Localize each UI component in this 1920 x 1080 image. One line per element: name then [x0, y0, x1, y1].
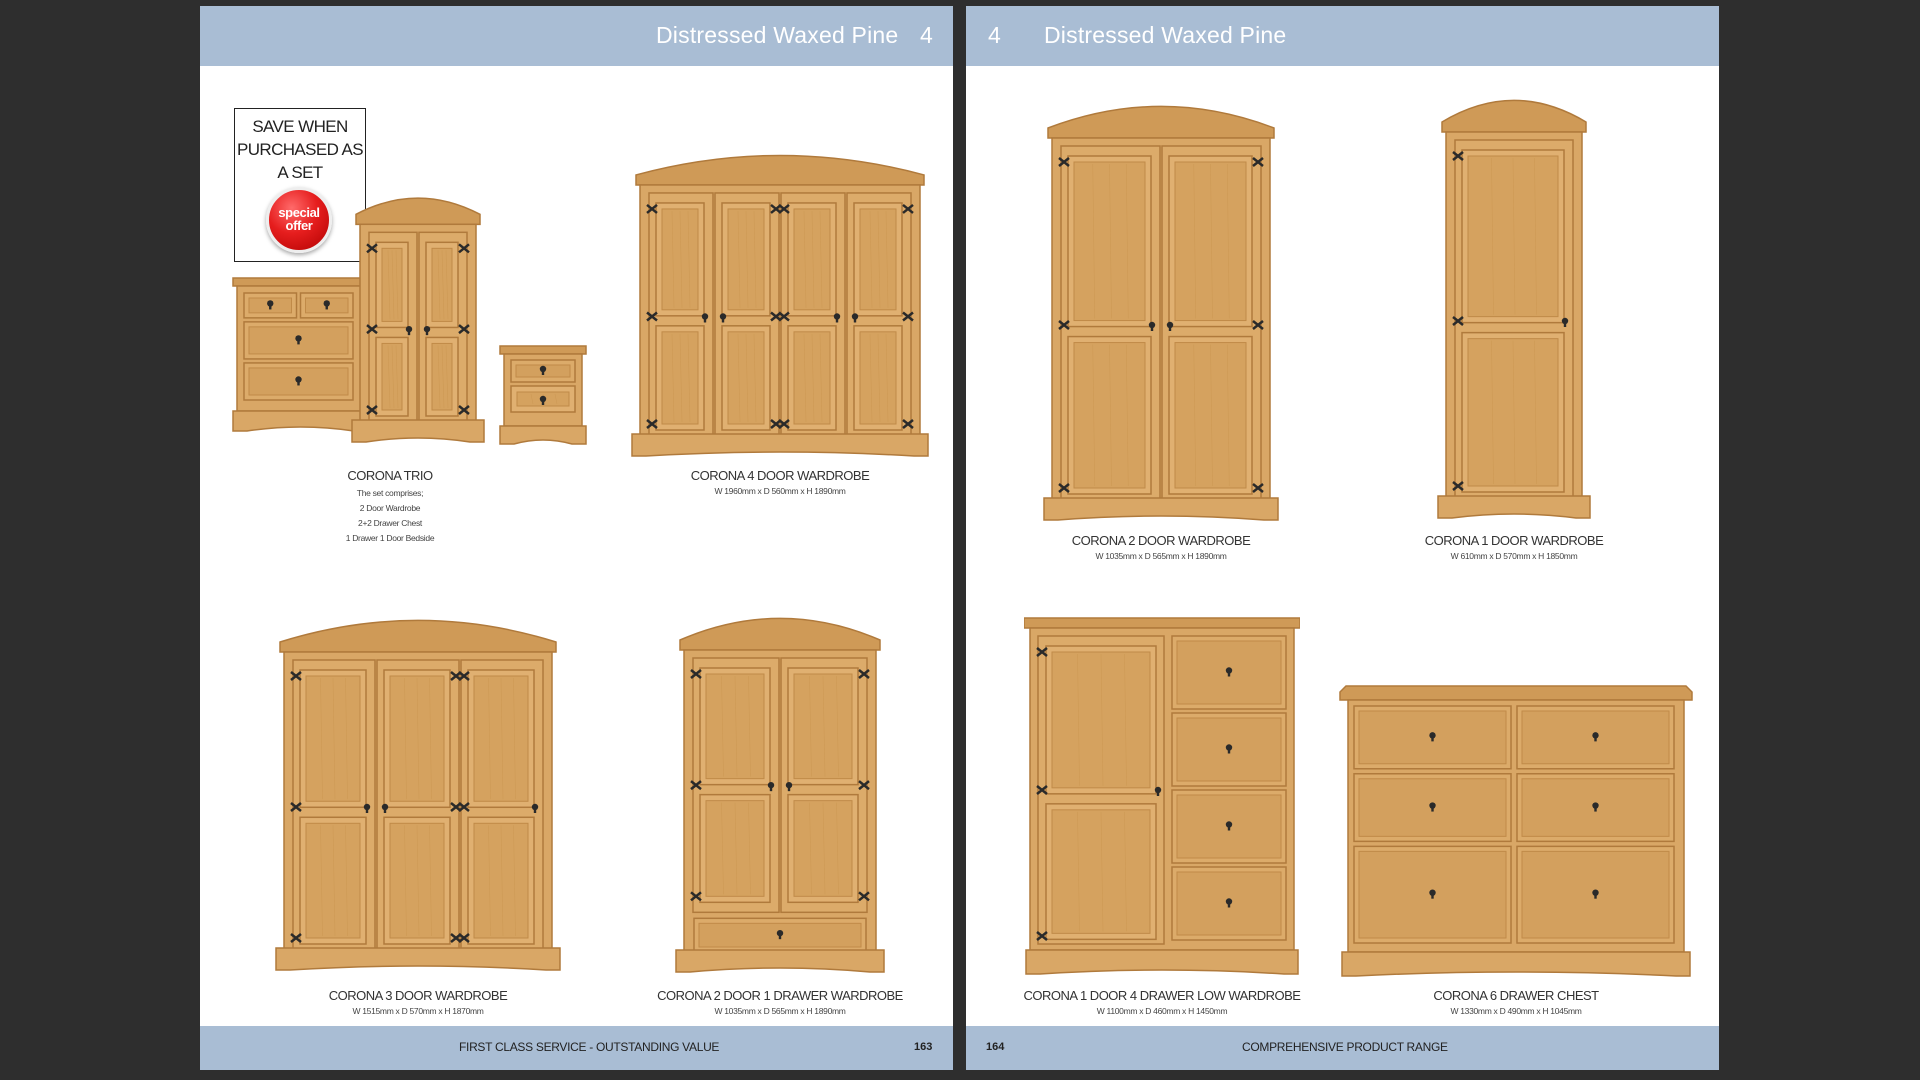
product-description-line: The set comprises; — [356, 488, 424, 498]
product-image-corona-6-drawer-chest — [1338, 682, 1694, 982]
product-name: CORONA 4 DOOR WARDROBE — [690, 468, 870, 483]
promo-text: SAVE WHEN PURCHASED AS A SET — [236, 117, 363, 182]
product-name: CORONA 1 DOOR 4 DRAWER LOW WARDROBE — [1023, 988, 1301, 1003]
page-footer — [966, 1026, 1719, 1070]
corona-4-door-wardrobe-image — [628, 142, 932, 462]
header-section-number: 4 — [920, 22, 933, 48]
caption-corona-trio — [270, 468, 510, 543]
product-description-line: 2 Door Wardrobe — [359, 503, 421, 513]
page-number: 164 — [986, 1041, 1005, 1053]
product-dimensions: W 1035mm x D 565mm x H 1890mm — [1095, 551, 1227, 561]
caption-corona-2-door-1-drawer-wardrobe — [650, 988, 910, 1016]
corona-1-door-wardrobe-image — [1434, 86, 1594, 522]
caption-corona-4-door-wardrobe — [660, 468, 900, 496]
product-dimensions: W 1515mm x D 570mm x H 1870mm — [352, 1006, 484, 1016]
header-section-number: 4 — [988, 22, 1001, 48]
catalogue-page-164 — [966, 6, 1719, 1070]
footer-tagline: COMPREHENSIVE PRODUCT RANGE — [1242, 1040, 1448, 1054]
product-image-corona-4-door-wardrobe — [628, 142, 932, 462]
page-number: 163 — [914, 1041, 933, 1053]
badge-line-2: offer — [285, 218, 313, 233]
product-name: CORONA TRIO — [347, 468, 433, 483]
corona-3-door-wardrobe-image — [272, 606, 564, 974]
corona-6-drawer-chest-image — [1338, 682, 1694, 982]
product-description-line: 1 Drawer 1 Door Bedside — [345, 533, 435, 543]
product-name: CORONA 3 DOOR WARDROBE — [328, 988, 508, 1003]
caption-corona-1-door-4-drawer-low-wardrobe — [1022, 988, 1302, 1016]
caption-corona-3-door-wardrobe — [298, 988, 538, 1016]
product-description-line: 2+2 Drawer Chest — [358, 518, 422, 528]
product-dimensions: W 610mm x D 570mm x H 1850mm — [1450, 551, 1578, 561]
product-image-corona-2-door-1-drawer-wardrobe — [672, 604, 888, 976]
badge-line-1: special — [278, 205, 320, 220]
page-footer — [200, 1026, 953, 1070]
page-header — [966, 6, 1719, 66]
header-title: Distressed Waxed Pine — [1044, 22, 1287, 48]
footer-tagline: FIRST CLASS SERVICE - OUTSTANDING VALUE — [459, 1040, 720, 1054]
page-header — [200, 6, 953, 66]
product-image-corona-1-door-wardrobe — [1434, 86, 1594, 522]
caption-corona-6-drawer-chest — [1396, 988, 1636, 1016]
product-dimensions: W 1330mm x D 490mm x H 1045mm — [1450, 1006, 1582, 1016]
product-image-corona-2-door-wardrobe — [1040, 92, 1282, 524]
corona-2-door-wardrobe-image — [1040, 92, 1282, 524]
caption-corona-1-door-wardrobe — [1394, 533, 1634, 561]
product-name: CORONA 6 DRAWER CHEST — [1433, 988, 1599, 1003]
product-image-corona-1-door-4-drawer-low-wardrobe — [1024, 614, 1300, 978]
product-image-corona-trio — [228, 186, 608, 456]
corona-2-door-1-drawer-wardrobe-image — [672, 604, 888, 976]
caption-corona-2-door-wardrobe — [1041, 533, 1281, 561]
product-dimensions: W 1960mm x D 560mm x H 1890mm — [714, 486, 846, 496]
product-dimensions: W 1100mm x D 460mm x H 1450mm — [1096, 1006, 1228, 1016]
corona-trio-image — [228, 186, 608, 456]
catalogue-page-163 — [200, 6, 953, 1070]
product-image-corona-3-door-wardrobe — [272, 606, 564, 974]
product-name: CORONA 2 DOOR WARDROBE — [1071, 533, 1251, 548]
corona-1-door-4-drawer-low-wardrobe-image — [1024, 614, 1300, 978]
product-name: CORONA 1 DOOR WARDROBE — [1424, 533, 1604, 548]
product-dimensions: W 1035mm x D 565mm x H 1890mm — [714, 1006, 846, 1016]
header-title: Distressed Waxed Pine — [656, 22, 899, 48]
product-name: CORONA 2 DOOR 1 DRAWER WARDROBE — [657, 988, 903, 1003]
